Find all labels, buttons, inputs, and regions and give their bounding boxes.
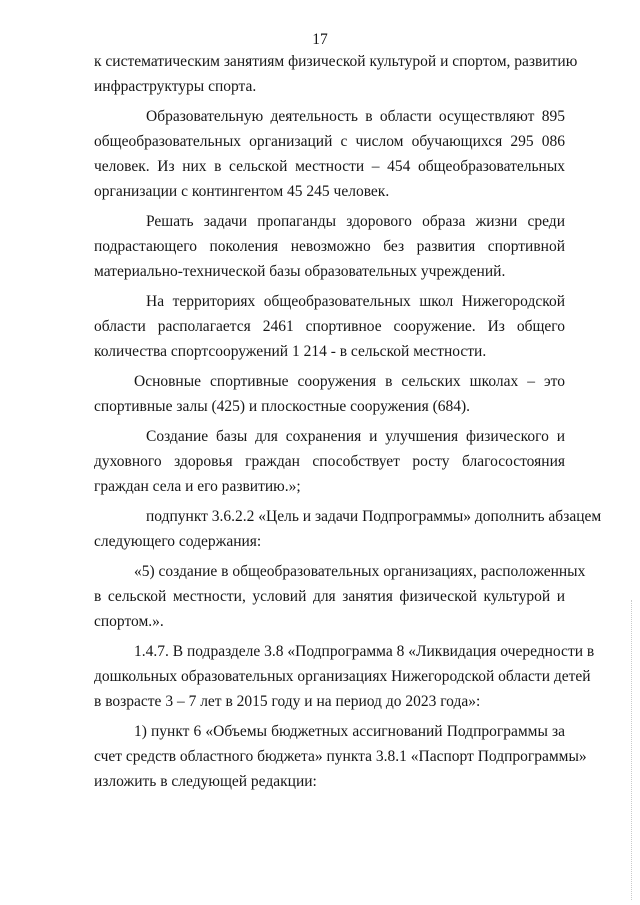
text-line: к систематическим занятиям физической культурой и спортом, развитию xyxy=(94,53,578,70)
text-line: подпункт 3.6.2.2 «Цель и задачи Подпрограммы» дополнить абзацем xyxy=(146,508,602,525)
text-line: инфраструктуры спорта. xyxy=(94,78,257,95)
text-line: 1) пункт 6 «Объемы бюджетных ассигнований Подпрограммы за xyxy=(134,723,565,740)
text-line: следующего содержания: xyxy=(94,533,262,550)
text-line: Создание базы для сохранения и улучшения физического и xyxy=(146,428,565,445)
text-line: общеобразовательных организаций с числом обучающихся 295 086 xyxy=(94,133,565,150)
text-line: человек. Из них в сельской местности – 454 общеобразовательных xyxy=(94,158,565,175)
text-line: «5) создание в общеобразовательных организациях, расположенных xyxy=(134,563,586,580)
text-line: спортом.». xyxy=(94,613,164,630)
text-line: области располагается 2461 спортивное сооружение. Из общего xyxy=(94,318,565,335)
text-line: духовного здоровья граждан способствует росту благосостояния xyxy=(94,453,565,470)
text-line: организации с контингентом 45 245 человек. xyxy=(94,183,390,200)
text-line: дошкольных образовательных организациях Нижегородской области детей xyxy=(94,668,591,685)
text-line: спортивные залы (425) и плоскостные сооружения (684). xyxy=(94,398,471,415)
text-line: изложить в следующей редакции: xyxy=(94,773,317,790)
scan-edge-mark xyxy=(631,600,632,900)
text-line: в возрасте 3 – 7 лет в 2015 году и на период до 2023 года»: xyxy=(94,693,481,710)
text-line: Основные спортивные сооружения в сельских школах – это xyxy=(134,373,565,390)
text-line: количества спортсооружений 1 214 - в сельской местности. xyxy=(94,343,487,360)
text-line: Решать задачи пропаганды здорового образа жизни среди xyxy=(146,213,565,230)
text-line: На территориях общеобразовательных школ Нижегородской xyxy=(146,293,565,310)
text-line: граждан села и его развитию.»; xyxy=(94,478,301,495)
text-line: в сельской местности, условий для занятия физической культурой и xyxy=(94,588,565,605)
text-line: подрастающего поколения невозможно без развития спортивной xyxy=(94,238,565,255)
text-line: счет средств областного бюджета» пункта 3.8.1 «Паспорт Подпрограммы» xyxy=(94,748,587,765)
text-line: материально-технической базы образовательных учреждений. xyxy=(94,263,506,280)
page-number: 17 xyxy=(312,31,328,48)
text-line: Образовательную деятельность в области осуществляют 895 xyxy=(146,108,565,125)
text-line: 1.4.7. В подразделе 3.8 «Подпрограмма 8 «Ликвидация очередности в xyxy=(134,643,595,660)
